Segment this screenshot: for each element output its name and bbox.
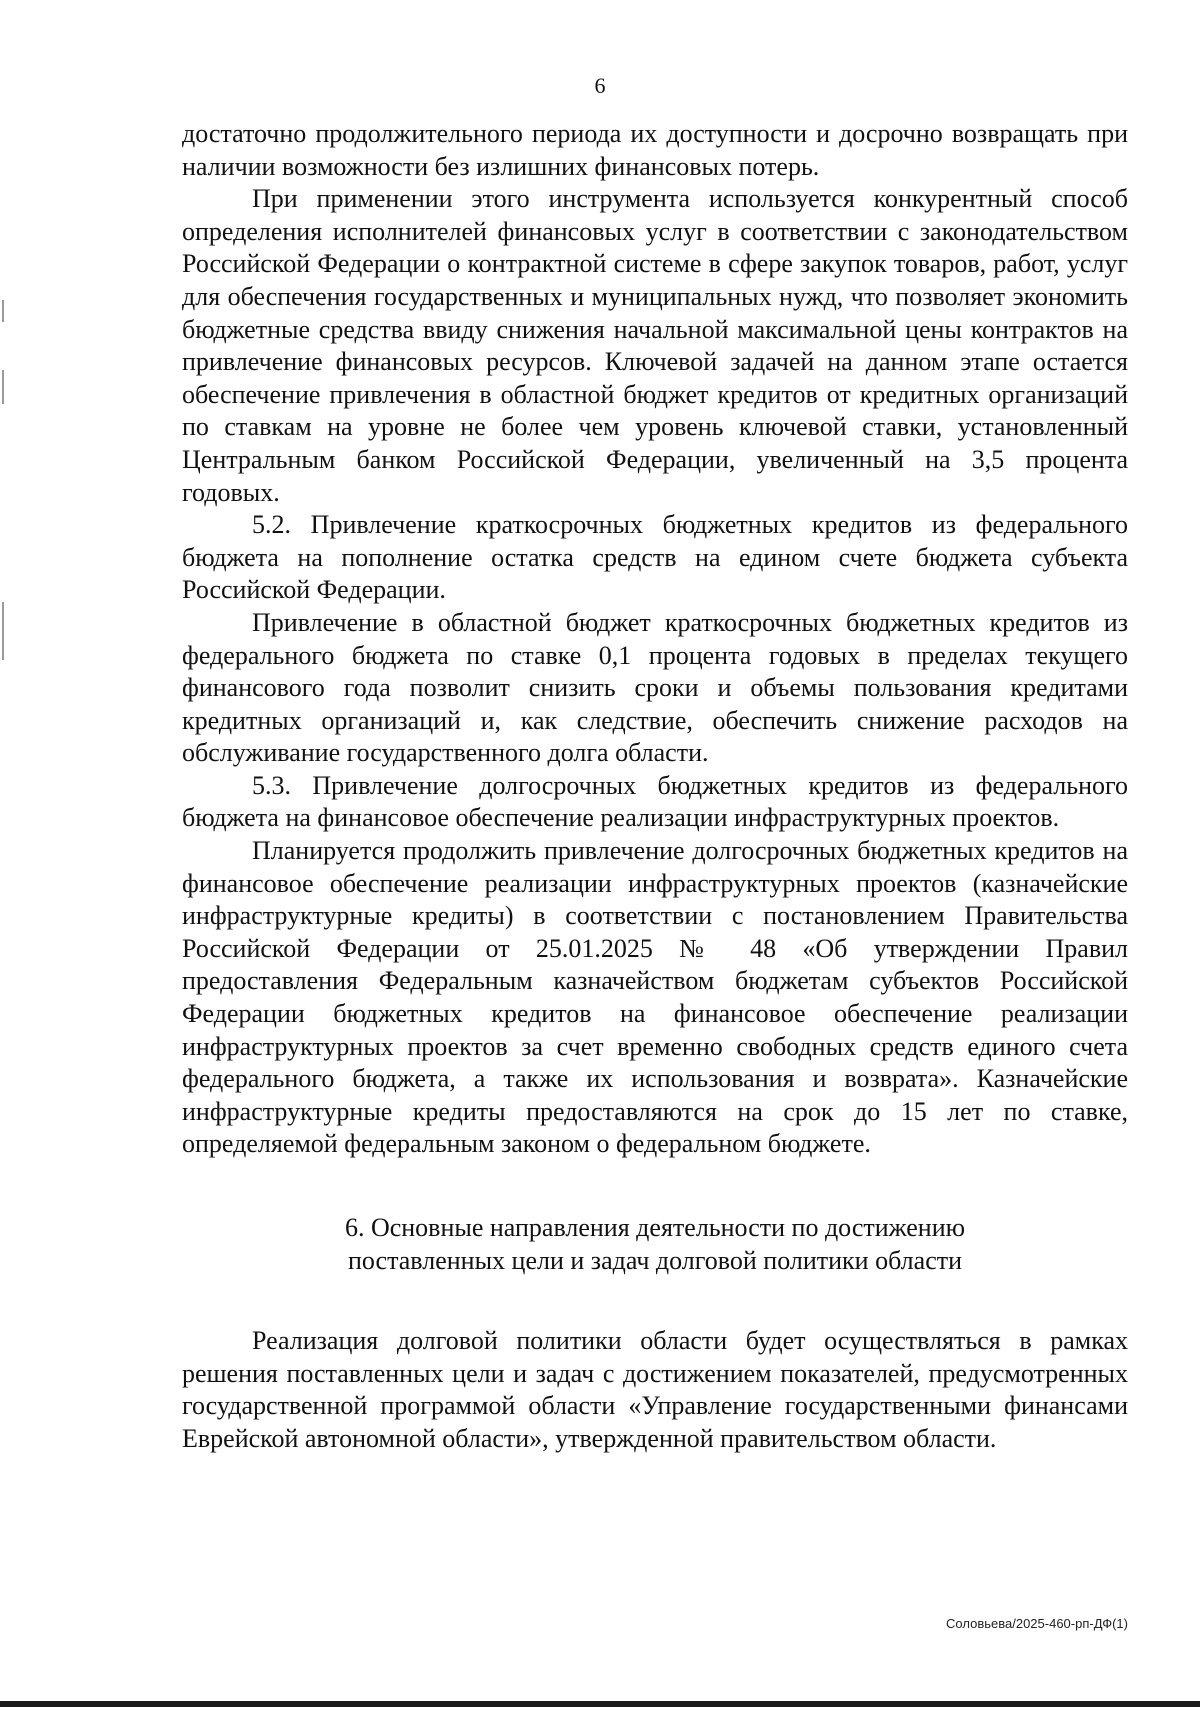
page-number: 6 bbox=[594, 73, 606, 98]
paragraph-section-6: Реализация долговой политики области будет осуществляться в рамках решения поставленных цели и задач с достижением показателей, предусмотренных государственной программой области «Управление государственными финансами Еврейской автономной области», утвержденной правительством области. bbox=[182, 1326, 1128, 1453]
document-body bbox=[182, 118, 1128, 1455]
paragraph-item-5-2: 5.2. Привлечение краткосрочных бюджетных кредитов из федерального бюджета на пополнение остатка средств на едином счете бюджета субъекта Российской Федерации. bbox=[182, 510, 1128, 605]
section-6-heading-line-2: поставленных цели и задач долговой политики области bbox=[347, 1246, 963, 1275]
paragraph-short-term-credits: Привлечение в областной бюджет краткосрочных бюджетных кредитов из федерального бюджета по ставке 0,1 процента годовых в пределах текущего финансового года позволит снизить сроки и объемы пользования кредитами кредитных организаций и, как следствие, обеспечить снижение расходов на обслуживание государственного долга области. bbox=[182, 607, 1128, 768]
paragraph-competitive-procurement: При применении этого инструмента используется конкурентный способ определения исполнителей финансовых услуг в соответствии с законодательством Российской Федерации о контрактной системе в сфере закупок товаров, работ, услуг для обеспечения государственных и муниципальных нужд, что позволяет экономить бюджетные средства ввиду снижения начальной максимальной цены контрактов на привлечение финансовых ресурсов. Ключевой задачей на данном этапе остается обеспечение привлечения в областной бюджет кредитов от кредитных организаций по ставкам на уровне не более чем уровень ключевой ставки, установленный Центральным банком Российской Федерации, увеличенный на 3,5 процента годовых. bbox=[182, 184, 1128, 507]
paragraph-continuation: достаточно продолжительного периода их доступности и досрочно возвращать при наличии возможности без излишних финансовых потерь. bbox=[182, 119, 1128, 181]
document-reference: Соловьева/2025-460-рп-ДФ(1) bbox=[946, 1616, 1128, 1631]
scan-artifact-mark bbox=[2, 370, 4, 404]
section-6-heading bbox=[182, 1211, 1128, 1277]
paragraph-treasury-credits: Планируется продолжить привлечение долгосрочных бюджетных кредитов на финансовое обеспечение реализации инфраструктурных проектов (казначейские инфраструктурные кредиты) в соответствии с постановлением Правительства Российской Федерации от 25.01.2025 № 48 «Об утверждении Правил предоставления Федеральным казначейством бюджетам субъектов Российской Федерации бюджетных кредитов на финансовое обеспечение реализации инфраструктурных проектов за счет временно свободных средств единого счета федерального бюджета, а также их использования и возврата». Казначейские инфраструктурные кредиты предоставляются на срок до 15 лет по ставке, определяемой федеральным законом о федеральном бюджете. bbox=[182, 836, 1128, 1159]
paragraph-item-5-3: 5.3. Привлечение долгосрочных бюджетных кредитов из федерального бюджета на финансовое обеспечение реализации инфраструктурных проектов. bbox=[182, 770, 1128, 833]
scan-bottom-edge bbox=[0, 1701, 1200, 1707]
scan-artifact-mark bbox=[2, 602, 4, 660]
scan-artifact-mark bbox=[2, 300, 4, 322]
section-6-heading-line-1: 6. Основные направления деятельности по достижению bbox=[344, 1213, 966, 1242]
